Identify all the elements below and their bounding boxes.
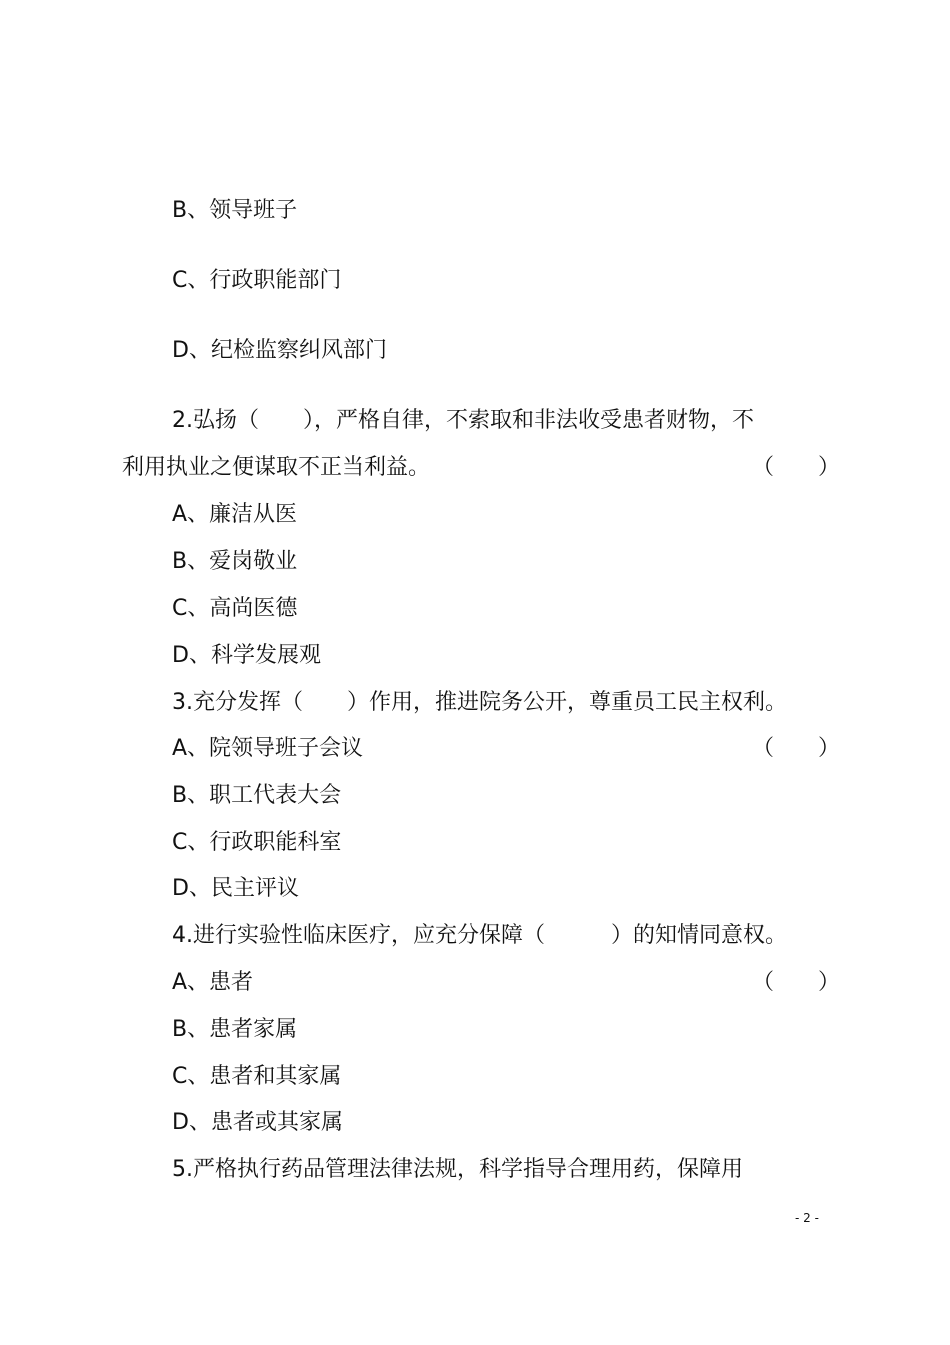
- q4-stem: 4.进行实验性临床医疗，应充分保障（ ）的知情同意权。: [172, 923, 787, 948]
- q2-stem-line2: 利用执业之便谋取不正当利益。: [122, 455, 431, 480]
- q4-option-c: C、患者和其家属: [172, 1064, 342, 1089]
- q2-option-c: C、高尚医德: [172, 596, 298, 621]
- q3-option-d: D、民主评议: [172, 876, 299, 901]
- q1-option-c: C、行政职能部门: [172, 268, 342, 293]
- q1-option-d: D、纪检监察纠风部门: [172, 338, 387, 363]
- q4-option-a: A、患者: [172, 970, 254, 995]
- q2-option-b: B、爱岗敬业: [172, 549, 298, 574]
- q4-option-d: D、患者或其家属: [172, 1110, 343, 1135]
- q2-stem-line1: 2.弘扬（ ），严格自律，不索取和非法收受患者财物，不: [172, 408, 754, 433]
- q2-option-d: D、科学发展观: [172, 643, 321, 668]
- q3-answer-paren: （ ）: [752, 736, 841, 761]
- q1-option-b: B、领导班子: [172, 198, 298, 223]
- q3-option-c: C、行政职能科室: [172, 830, 342, 855]
- q4-option-b: B、患者家属: [172, 1017, 298, 1042]
- q4-answer-paren: （ ）: [752, 970, 841, 995]
- q5-stem-line1: 5.严格执行药品管理法律法规，科学指导合理用药，保障用: [172, 1157, 743, 1182]
- q2-option-a: A、廉洁从医: [172, 502, 298, 527]
- q3-option-a: A、院领导班子会议: [172, 736, 364, 761]
- q3-option-b: B、职工代表大会: [172, 783, 342, 808]
- q3-stem: 3.充分发挥（ ）作用，推进院务公开，尊重员工民主权利。: [172, 690, 787, 715]
- page-number: - 2 -: [795, 1211, 819, 1225]
- q2-answer-paren: （ ）: [752, 455, 841, 480]
